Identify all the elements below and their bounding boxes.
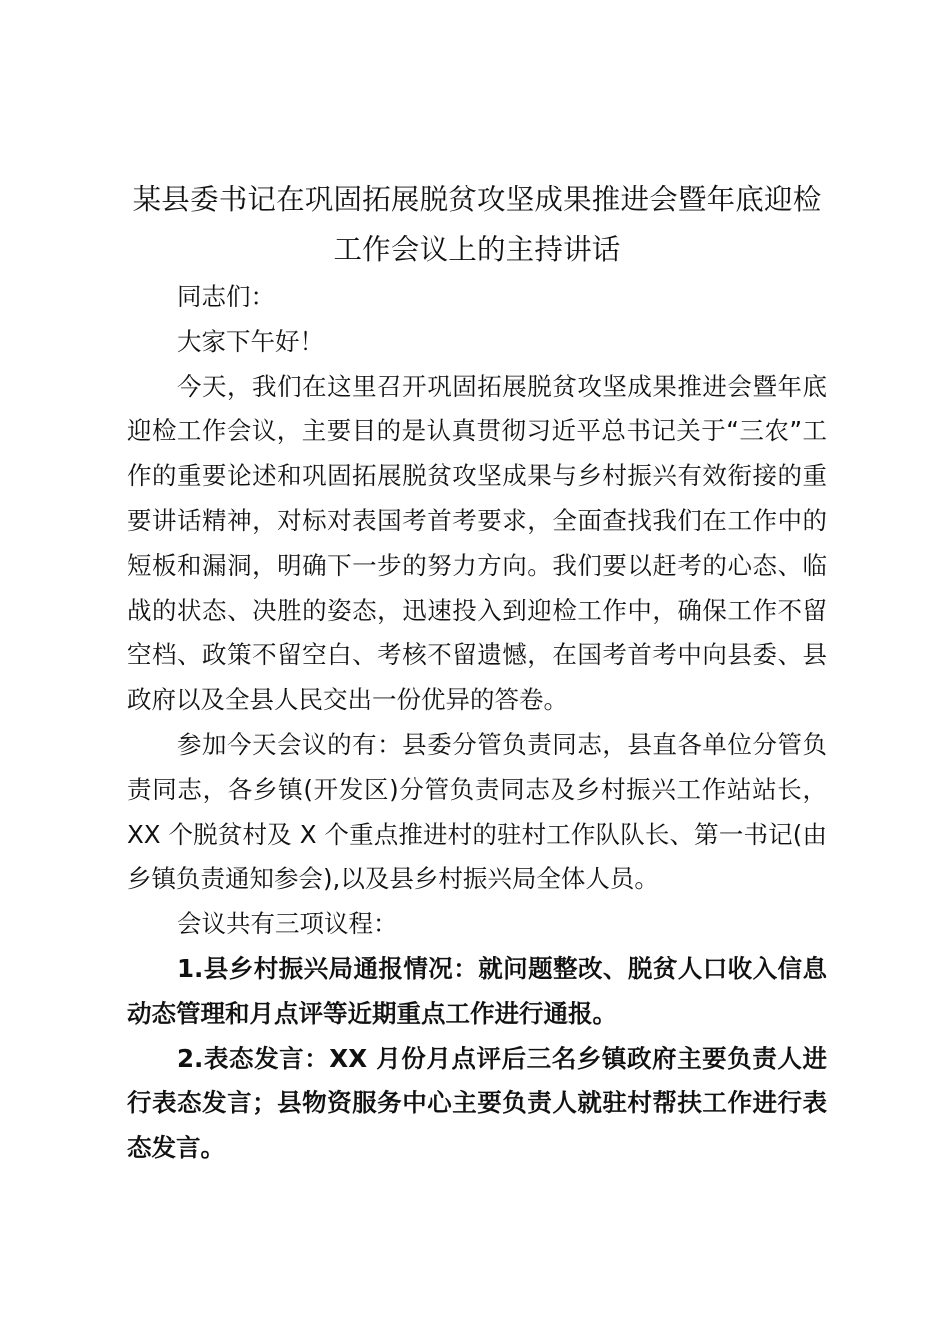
paragraph-intro: 今天，我们在这里召开巩固拓展脱贫攻坚成果推进会暨年底迎检工作会议，主要目的是认真贯彻习近平总书记关于“三农”工作的重要论述和巩固拓展脱贫攻坚成果与乡村振兴有效衔接的重要讲话精神，对标对表国考首考要求，全面查找我们在工作中的短板和漏洞，明确下一步的努力方向。我们要以赶考的心态、临战的状态、决胜的姿态，迅速投入到迎检工作中，确保工作不留空档、政策不留空白、考核不留遗憾，在国考首考中向县委、县政府以及全县人民交出一份优异的答卷。 <box>127 371 827 715</box>
greeting: 同志们： <box>177 282 275 311</box>
agenda-item-2: 2.表态发言：XX 月份月点评后三名乡镇政府主要负责人进行表态发言；县物资服务中心主要负责人就驻村帮扶工作进行表态发言。 <box>127 1043 827 1163</box>
document-body <box>127 175 827 1171</box>
title-line-1: 某县委书记在巩固拓展脱贫攻坚成果推进会暨年底迎检 <box>132 183 822 216</box>
salutation: 大家下午好！ <box>177 326 324 356</box>
title-line-2: 工作会议上的主持讲话 <box>333 233 621 266</box>
paragraph-agenda: 会议共有三项议程： <box>177 909 398 939</box>
paragraph-attendees: 参加今天会议的有：县委分管负责同志，县直各单位分管负责同志，各乡镇(开发区)分管负责同志及乡村振兴工作站站长，XX 个脱贫村及 X 个重点推进村的驻村工作队队长、第一书记(由乡镇负责通知参会),以及县乡村振兴局全体人员。 <box>127 729 827 894</box>
document-title <box>127 175 827 275</box>
agenda-item-1: 1.县乡村振兴局通报情况：就问题整改、脱贫人口收入信息动态管理和月点评等近期重点工作进行通报。 <box>127 953 827 1028</box>
